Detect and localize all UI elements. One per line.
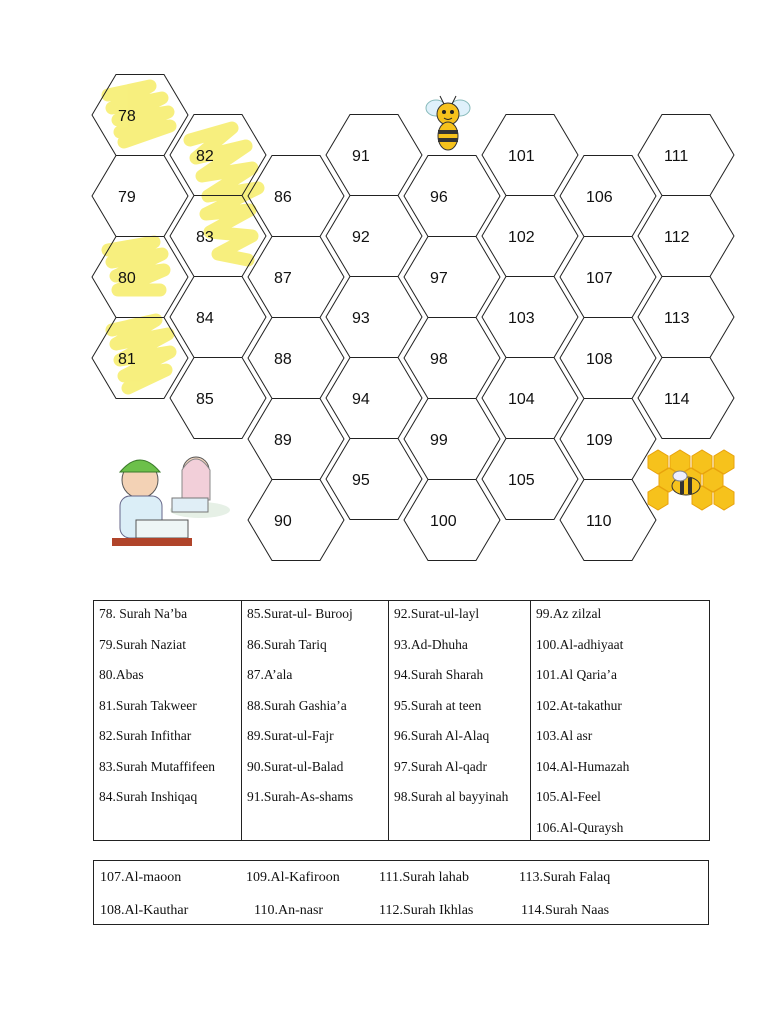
table-cell: 102.At-takathur <box>536 697 622 713</box>
hex-cell <box>404 318 500 399</box>
hex-number: 101 <box>508 148 535 165</box>
hex-number: 112 <box>664 229 690 246</box>
hex-number: 103 <box>508 310 535 327</box>
hex-cell <box>404 237 500 318</box>
children-reading-illustration <box>112 457 230 546</box>
hex-number: 78 <box>118 108 136 125</box>
hex-number: 97 <box>430 270 448 287</box>
hex-number: 113 <box>664 310 690 327</box>
table-cell: 113.Surah Falaq <box>519 870 611 885</box>
table-cell: 110.An-nasr <box>254 903 324 918</box>
table-cell: 104.Al-Humazah <box>536 758 630 774</box>
hex-number: 90 <box>274 513 292 530</box>
hex-number: 94 <box>352 391 370 408</box>
hex-cell <box>248 399 344 480</box>
hex-cell <box>170 358 266 439</box>
table-cell: 91.Surah-As-shams <box>247 789 354 804</box>
hex-number: 114 <box>664 391 690 408</box>
hex-number: 80 <box>118 270 136 287</box>
table-cell: 78. Surah Na’ba <box>99 606 188 621</box>
table-column <box>531 601 709 840</box>
table-cell: 94.Surah Sharah <box>394 667 484 682</box>
table-cell: 87.A’ala <box>247 667 293 682</box>
hex-cell <box>404 399 500 480</box>
table-cell: 99.Az zilzal <box>536 606 602 621</box>
table-cell: 106.Al-Quraysh <box>536 819 624 835</box>
hex-number: 86 <box>274 189 292 206</box>
hex-number: 102 <box>508 229 535 246</box>
hex-number: 106 <box>586 189 613 206</box>
table-cell: 82.Surah Infithar <box>99 728 192 743</box>
table-cell: 86.Surah Tariq <box>247 636 327 652</box>
table-cell: 96.Surah Al-Alaq <box>394 728 490 743</box>
hex-number: 88 <box>274 351 292 368</box>
table-cell: 85.Surat-ul- Burooj <box>247 606 353 621</box>
bee-illustration <box>426 96 470 150</box>
hex-number: 99 <box>430 432 448 449</box>
hex-number: 92 <box>352 229 370 246</box>
hex-number: 93 <box>352 310 370 327</box>
hex-cell <box>404 156 500 237</box>
table-cell: 97.Surah Al-qadr <box>394 758 487 774</box>
table-cell: 83.Surah Mutaffifeen <box>99 758 215 774</box>
hex-number: 109 <box>586 432 613 449</box>
hex-number: 98 <box>430 351 448 368</box>
hex-number: 81 <box>118 351 136 368</box>
table-cell: 93.Ad-Dhuha <box>394 636 468 652</box>
table-cell: 112.Surah Ikhlas <box>379 903 474 918</box>
table-cell: 88.Surah Gashia’a <box>247 697 347 713</box>
table-cell: 95.Surah at teen <box>394 697 482 713</box>
hex-number: 111 <box>664 148 689 165</box>
hex-cell <box>170 277 266 358</box>
hex-number: 83 <box>196 229 214 246</box>
hex-cell <box>248 480 344 561</box>
hex-number: 110 <box>586 513 612 530</box>
hex-number: 108 <box>586 351 613 368</box>
hex-number: 105 <box>508 472 535 489</box>
table-cell: 100.Al-adhiyaat <box>536 636 624 652</box>
hex-number: 89 <box>274 432 292 449</box>
hex-cell <box>326 115 422 196</box>
hex-number: 84 <box>196 310 214 327</box>
table-cell: 105.Al-Feel <box>536 789 601 804</box>
hex-number: 96 <box>430 189 448 206</box>
hex-number: 82 <box>196 148 214 165</box>
hex-cell <box>248 156 344 237</box>
hex-cell <box>326 439 422 520</box>
table-cell: 92.Surat-ul-layl <box>394 606 480 621</box>
honeycomb-bee-illustration <box>648 450 734 510</box>
table-cell: 109.Al-Kafiroon <box>246 870 340 885</box>
table-column <box>94 601 242 840</box>
table-column <box>389 601 531 840</box>
hex-number: 100 <box>430 513 457 530</box>
surah-table-secondary <box>93 860 709 925</box>
surah-table-main <box>93 600 710 841</box>
hex-cell <box>326 358 422 439</box>
hex-number: 95 <box>352 472 370 489</box>
table-cell: 98.Surah al bayyinah <box>394 789 509 804</box>
table-cell: 80.Abas <box>99 667 144 682</box>
table-cell: 79.Surah Naziat <box>99 636 186 652</box>
table-cell: 107.Al-maoon <box>100 870 182 885</box>
table-cell: 89.Surat-ul-Fajr <box>247 728 334 743</box>
table-cell: 114.Surah Naas <box>521 903 610 918</box>
hex-number: 87 <box>274 270 292 287</box>
hex-cell <box>326 277 422 358</box>
hex-number: 91 <box>352 148 370 165</box>
hex-cell <box>326 196 422 277</box>
table-cell: 111.Surah lahab <box>379 870 469 885</box>
hex-number: 104 <box>508 391 535 408</box>
table-cell: 108.Al-Kauthar <box>100 903 189 918</box>
hex-number: 79 <box>118 189 136 206</box>
table-column <box>242 601 389 840</box>
hex-cell <box>248 237 344 318</box>
hex-number: 85 <box>196 391 214 408</box>
table-cell: 84.Surah Inshiqaq <box>99 789 198 804</box>
table-cell: 81.Surah Takweer <box>99 697 197 713</box>
hex-cell <box>248 318 344 399</box>
hex-cell <box>92 156 188 237</box>
table-cell: 103.Al asr <box>536 728 593 743</box>
hex-number: 107 <box>586 270 613 287</box>
table-cell: 101.Al Qaria’a <box>536 667 617 682</box>
table-cell: 90.Surat-ul-Balad <box>247 758 344 774</box>
